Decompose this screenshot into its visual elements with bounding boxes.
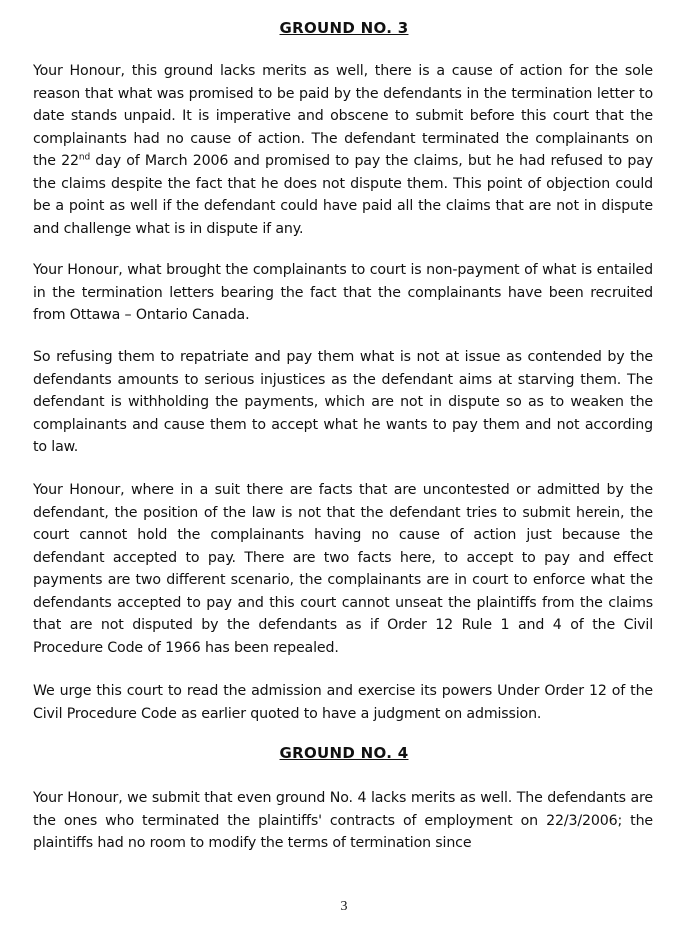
ground-3-paragraph-4: Your Honour, where in a suit there are facts that are uncontested or admitted by the defendant, the position of the law is not that the defendant tries to submit herein, the court cannot hold the complainants having no cause of action just because the defendant accepted to pay. There are two facts here, to accept to pay and effect payments are two different scenario, the complainants are in court to enforce what the defendants accepted to pay and this court cannot unseat the plaintiffs from the claims that are not disputed by the defendants as if Order 12 Rule 1 and 4 of the Civil Procedure Code of 1966 has been repealed. [33, 482, 653, 656]
ground-3-heading: GROUND NO. 3 [279, 19, 409, 37]
ground-3-paragraph-3: So refusing them to repatriate and pay them what is not at issue as contended by the defendants amounts to serious injustices as the defendant aims at starving them. The defendant is withholding the payments, which are not in dispute so as to weaken the complainants and cause them to accept what he wants to pay them and not according to law. [33, 349, 653, 455]
ordinal-suffix: nd [78, 152, 91, 163]
paragraph-1-text-b: day of March 2006 and promised to pay the claims, but he had refused to pay the claims despite the fact that he does not dispute them. This point of objection could be a point as well if the defendant could have paid all the claims that are not in dispute and challenge what is in dispute if any. [33, 153, 653, 237]
ground-4-heading: GROUND NO. 4 [279, 744, 409, 762]
page-number: 3 [340, 899, 348, 914]
ground-3-paragraph-2: Your Honour, what brought the complainants to court is non-payment of what is entailed in the termination letters bearing the fact that the complainants have been recruited from Ottawa – Ontario Canada. [33, 262, 653, 323]
ground-3-paragraph-5: We urge this court to read the admission and exercise its powers Under Order 12 of the Civil Procedure Code as earlier quoted to have a judgment on admission. [33, 683, 653, 722]
paragraph-1-text-a: Your Honour, this ground lacks merits as well, there is a cause of action for the sole reason that what was promised to be paid by the defendants in the termination letter to date stands unpaid. It is imperative and obscene to submit before this court that the complainants had no cause of action. The defendant terminated the complainants on the 22 [33, 63, 653, 169]
ground-4-paragraph-1: Your Honour, we submit that even ground No. 4 lacks merits as well. The defendants are the ones who terminated the plaintiffs' contracts of employment on 22/3/2006; the plaintiffs had no room to modify the terms of termination since [33, 790, 653, 851]
ground-3-paragraph-1 [33, 60, 653, 240]
